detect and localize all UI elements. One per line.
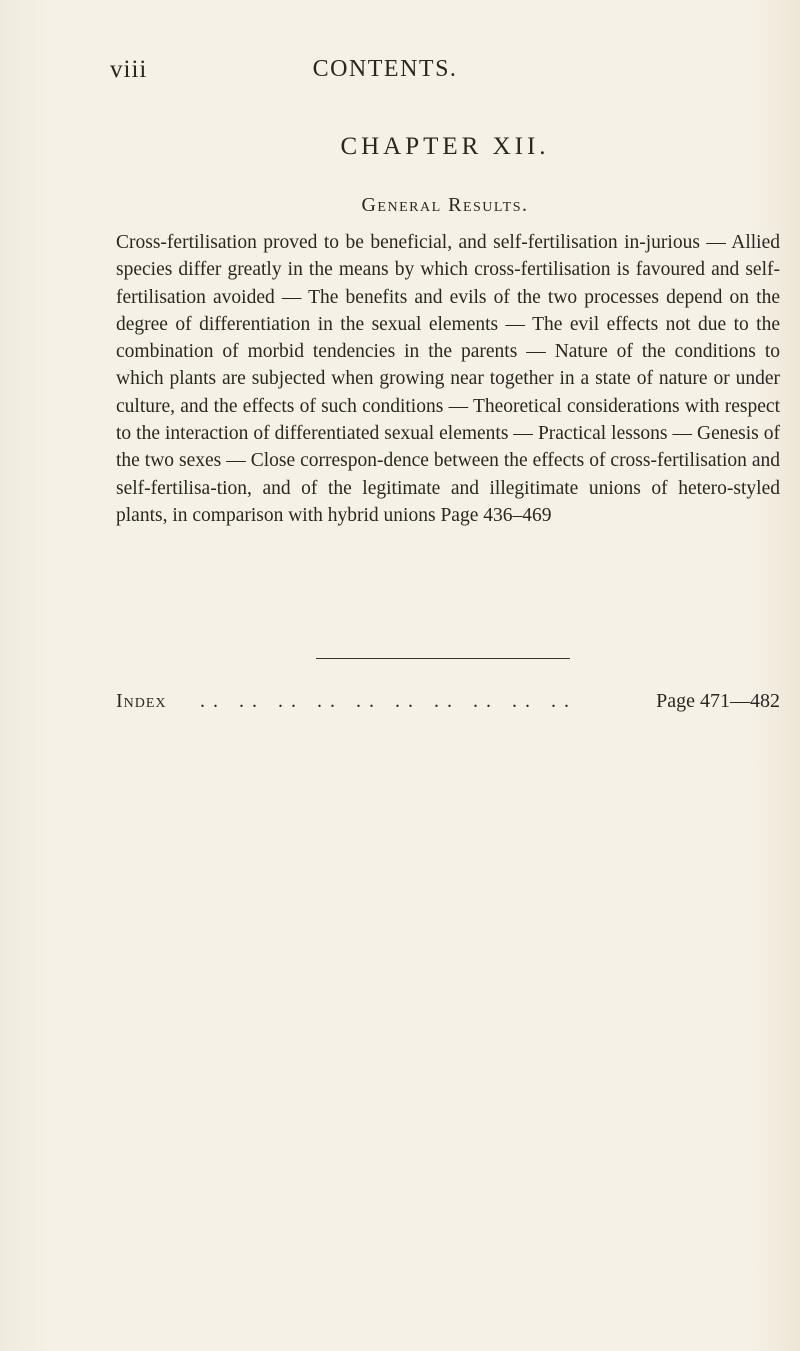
- index-entry: [116, 690, 780, 720]
- chapter-summary-text: Cross-fertilisation proved to be beneficial, and self-fertilisation in-jurious — Allied species differ greatly in the means by which cross-fertilisation is favoured and self-fertilisation avoided — The benefits and evils of the two processes depend on the degree of differentiation in the sexual elements — The evil effects not due to the combination of morbid tendencies in the parents — Nature of the conditions to which plants are subjected when growing near together in a state of nature or under culture, and the effects of such conditions — Theoretical considerations with respect to the interaction of differentiated sexual elements — Practical lessons — Genesis of the two sexes — Close correspon-dence between the effects of cross-fertilisation and self-fertilisa-tion, and of the legitimate and illegitimate unions of hetero-styled plants, in comparison with hybrid unions: [116, 232, 780, 526]
- chapter-subheading: General Results.: [361, 194, 529, 216]
- running-head: [110, 56, 780, 86]
- chapter-summary: [116, 229, 780, 529]
- chapter-page-range: Page 436–469: [440, 504, 552, 526]
- index-label: Index: [116, 690, 167, 712]
- running-title: CONTENTS.: [312, 56, 458, 82]
- page-number: viii: [110, 56, 148, 83]
- chapter-heading: CHAPTER XII.: [340, 133, 550, 160]
- section-divider: [316, 658, 570, 659]
- index-leaders: .. .. .. .. .. .. .. .. .. ..: [200, 690, 577, 712]
- index-page-range: Page 471—482: [656, 690, 780, 712]
